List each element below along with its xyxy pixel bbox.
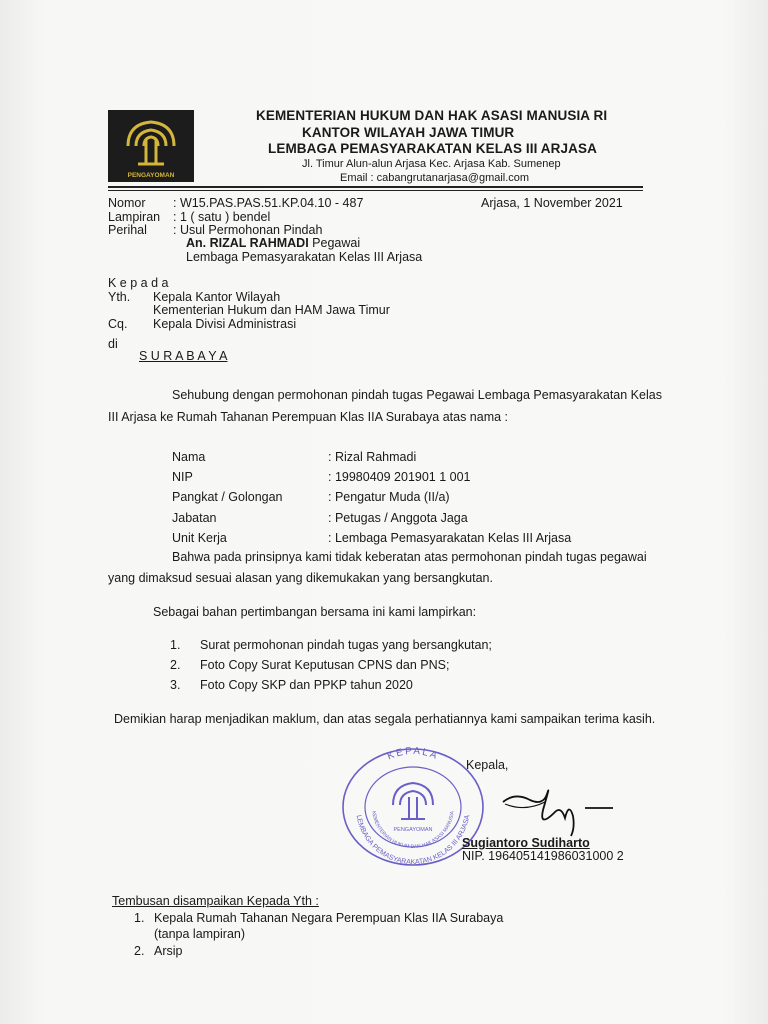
field-label: Unit Kerja <box>172 531 227 545</box>
attachment-text: Foto Copy SKP dan PPKP tahun 2020 <box>200 678 413 692</box>
signatory-title: Kepala, <box>466 758 509 772</box>
closing-sentence: Demikian harap menjadikan maklum, dan atas segala perhatiannya kami sampaikan terima kasih. <box>114 712 656 726</box>
stamp-top-text: KEPALA <box>385 745 441 763</box>
para1-line2: III Arjasa ke Rumah Tahanan Perempuan Klas IIA Surabaya atas nama : <box>108 410 509 424</box>
field-value: : Petugas / Anggota Jaga <box>328 511 468 525</box>
signatory-nip: NIP. 196405141986031000 2 <box>462 849 624 863</box>
attachment-num: 3. <box>170 678 181 692</box>
perihal-value: : Usul Permohonan Pindah <box>173 223 323 237</box>
field-label: Jabatan <box>172 511 217 525</box>
stamp-ring-text: LEMBAGA PEMASYARAKATAN KELAS III ARJASA <box>354 814 472 867</box>
cc-item-text: Kepala Rumah Tahanan Negara Perempuan Klas IIA Surabaya <box>154 911 504 925</box>
field-label: Nama <box>172 450 206 464</box>
institution-email[interactable]: Email : cabangrutanarjasa@gmail.com <box>340 172 530 184</box>
para2-line1: Bahwa pada prinsipnya kami tidak keberatan atas permohonan pindah tugas pegawai <box>172 550 647 564</box>
cc-num: 2. <box>134 944 145 958</box>
header-divider-thin <box>108 190 643 191</box>
yth-line2: Kementerian Hukum dan HAM Jawa Timur <box>153 303 390 317</box>
letter-date: Arjasa, 1 November 2021 <box>481 196 623 210</box>
signatory-name: Sugiantoro Sudiharto <box>462 836 590 850</box>
logo-caption: PENGAYOMAN <box>127 172 175 179</box>
lampiran-label: Lampiran <box>108 210 161 224</box>
lampiran-value: : 1 ( satu ) bendel <box>173 210 271 224</box>
para3: Sebagai bahan pertimbangan bersama ini kami lampirkan: <box>153 605 477 619</box>
institution-address: Jl. Timur Alun-alun Arjasa Kec. Arjasa Kab. Sumenep <box>302 158 561 170</box>
perihal-subject-line <box>186 236 360 250</box>
para2-line2: yang dimaksud sesuai alasan yang dikemukakan yang bersangkutan. <box>108 571 493 585</box>
stamp-inner-text: KEMENTERIAN HUKUM DAN HAK ASASI MANUSIA <box>370 810 456 851</box>
yth-line1: Kepala Kantor Wilayah <box>153 290 281 304</box>
field-value: : Lembaga Pemasyarakatan Kelas III Arjasa <box>328 531 572 545</box>
svg-text:LEMBAGA PEMASYARAKATAN KELAS I <box>355 814 472 866</box>
nomor-value: : W15.PAS.PAS.51.KP.04.10 - 487 <box>173 196 364 210</box>
cc-item-sub: (tanpa lampiran) <box>154 927 246 941</box>
stamp-logo-text: PENGAYOMAN <box>393 827 433 833</box>
cc-num: 1. <box>134 911 145 925</box>
header-divider-thick <box>108 186 643 188</box>
field-value: : Pengatur Muda (II/a) <box>328 490 450 504</box>
yth-label: Yth. <box>108 290 131 304</box>
recipient-city: S U R A B A Y A <box>139 349 228 363</box>
cq-value: Kepala Divisi Administrasi <box>153 317 297 331</box>
para1-line1: Sehubung dengan permohonan pindah tugas Pegawai Lembaga Pemasyarakatan Kelas <box>172 388 662 402</box>
pengayoman-emblem-icon <box>108 110 194 182</box>
field-value: : 19980409 201901 1 001 <box>328 470 471 484</box>
field-value: : Rizal Rahmadi <box>328 450 417 464</box>
perihal-employee-name: An. RIZAL RAHMADI <box>186 236 309 250</box>
attachment-text: Foto Copy Surat Keputusan CPNS dan PNS; <box>200 658 450 672</box>
nomor-label: Nomor <box>108 196 146 210</box>
attachment-num: 1. <box>170 638 181 652</box>
handwritten-signature <box>495 772 615 842</box>
perihal-label: Perihal <box>108 223 147 237</box>
kepada-label: K e p a d a <box>108 276 169 290</box>
field-label: Pangkat / Golongan <box>172 490 283 504</box>
institution-title: LEMBAGA PEMASYARAKATAN KELAS III ARJASA <box>268 141 597 156</box>
regional-office-title: KANTOR WILAYAH JAWA TIMUR <box>302 125 515 140</box>
ministry-title: KEMENTERIAN HUKUM DAN HAK ASASI MANUSIA RI <box>256 108 608 123</box>
attachment-text: Surat permohonan pindah tugas yang bersangkutan; <box>200 638 492 652</box>
perihal-tail: Pegawai <box>308 236 361 250</box>
pengayoman-logo <box>108 110 194 182</box>
attachment-num: 2. <box>170 658 181 672</box>
cc-item-text: Arsip <box>154 944 183 958</box>
field-label: NIP <box>172 470 193 484</box>
di-label: di <box>108 337 118 351</box>
perihal-line3: Lembaga Pemasyarakatan Kelas III Arjasa <box>186 250 423 264</box>
cq-label: Cq. <box>108 317 128 331</box>
cc-heading: Tembusan disampaikan Kepada Yth : <box>112 894 319 908</box>
